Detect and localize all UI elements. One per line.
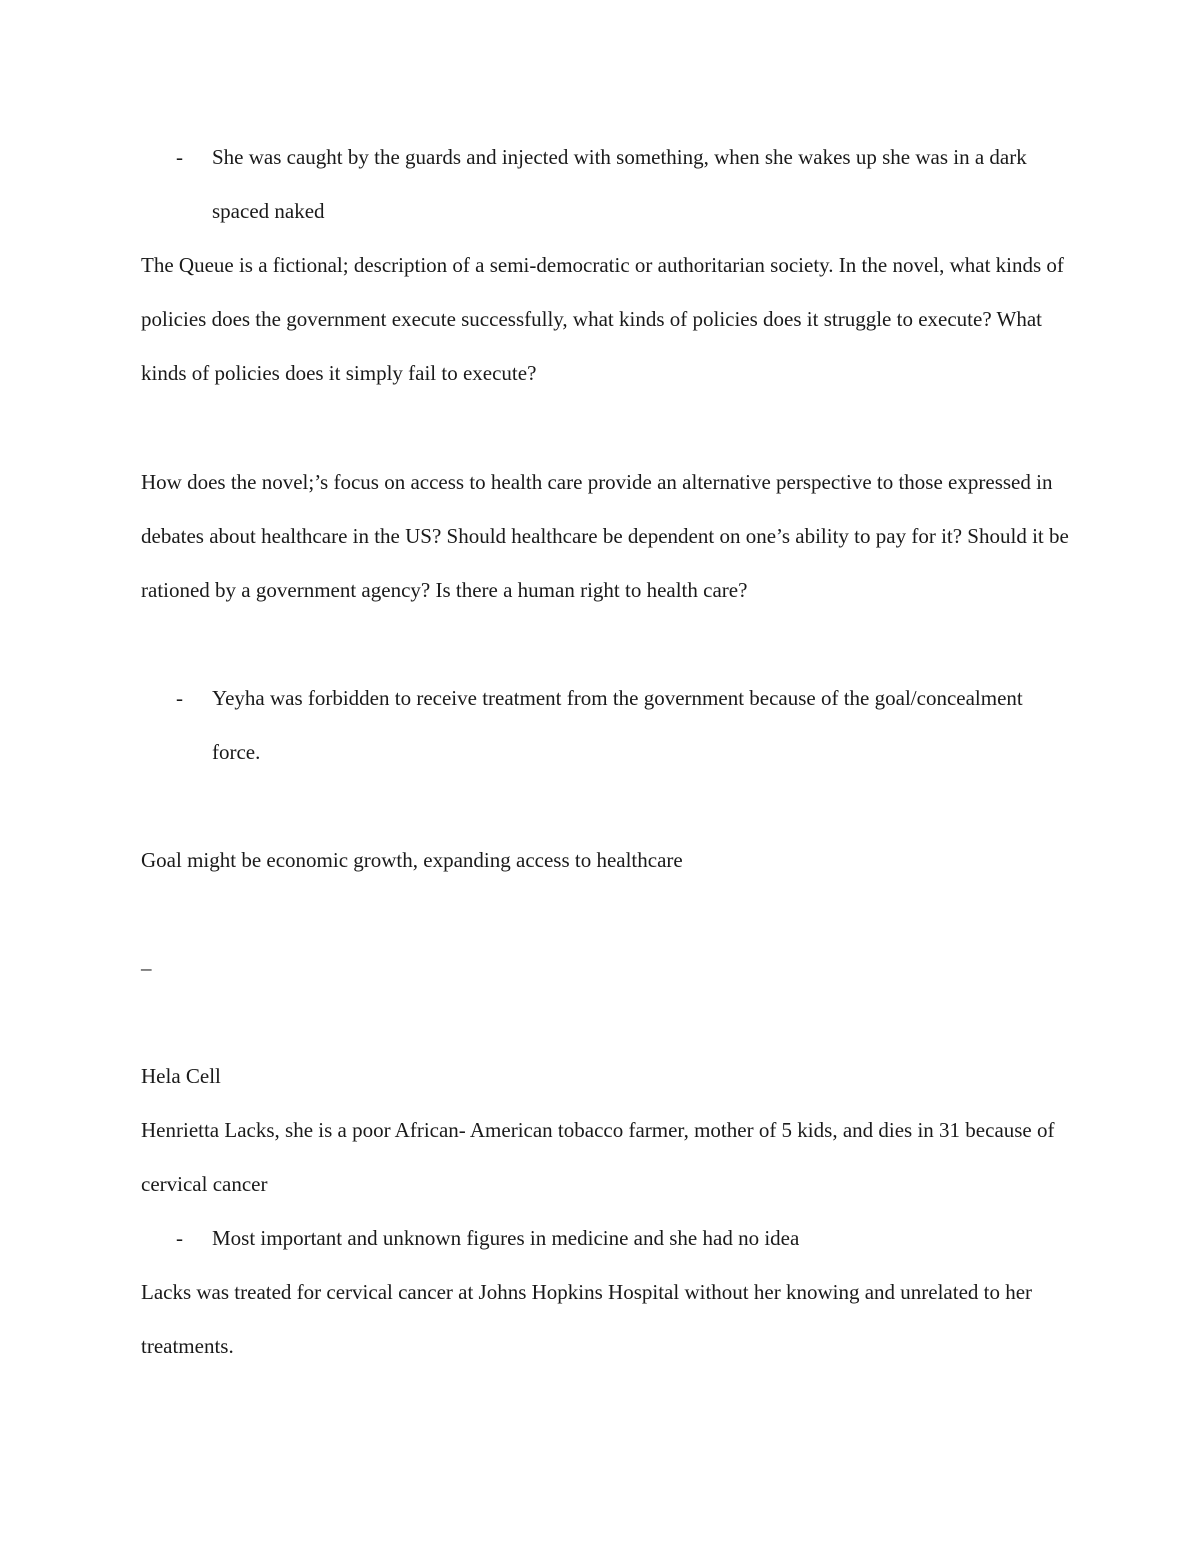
- paragraph: The Queue is a fictional; description of a semi-democratic or authoritarian society. In the novel, what kinds of policies does the government execute successfully, what kinds of policies does it struggle to execute? What kinds of policies does it simply fail to execute?: [141, 253, 1064, 385]
- bullet-item: Most important and unknown figures in medicine and she had no idea: [212, 1226, 800, 1250]
- bullet-dash: -: [176, 1226, 183, 1250]
- paragraph: How does the novel;’s focus on access to health care provide an alternative perspective to those expressed in debates about healthcare in the US? Should healthcare be dependent on one’s ability to pay for it? Should it be rationed by a government agency? Is there a human right to health care?: [141, 470, 1069, 602]
- paragraph: Henrietta Lacks, she is a poor African- American tobacco farmer, mother of 5 kids, and dies in 31 because of cervical cancer: [141, 1118, 1055, 1196]
- paragraph: Lacks was treated for cervical cancer at Johns Hopkins Hospital without her knowing and unrelated to her treatments.: [141, 1280, 1033, 1358]
- paragraph: Goal might be economic growth, expanding access to healthcare: [141, 848, 683, 872]
- separator-dash: –: [141, 956, 152, 980]
- bullet-dash: -: [176, 686, 183, 710]
- bullet-dash: -: [176, 145, 183, 169]
- bullet-item: She was caught by the guards and injected with something, when she wakes up she was in a dark spaced naked: [212, 145, 1027, 223]
- bullet-item: Yeyha was forbidden to receive treatment from the government because of the goal/concealment force.: [212, 686, 1023, 764]
- section-heading: Hela Cell: [141, 1064, 221, 1088]
